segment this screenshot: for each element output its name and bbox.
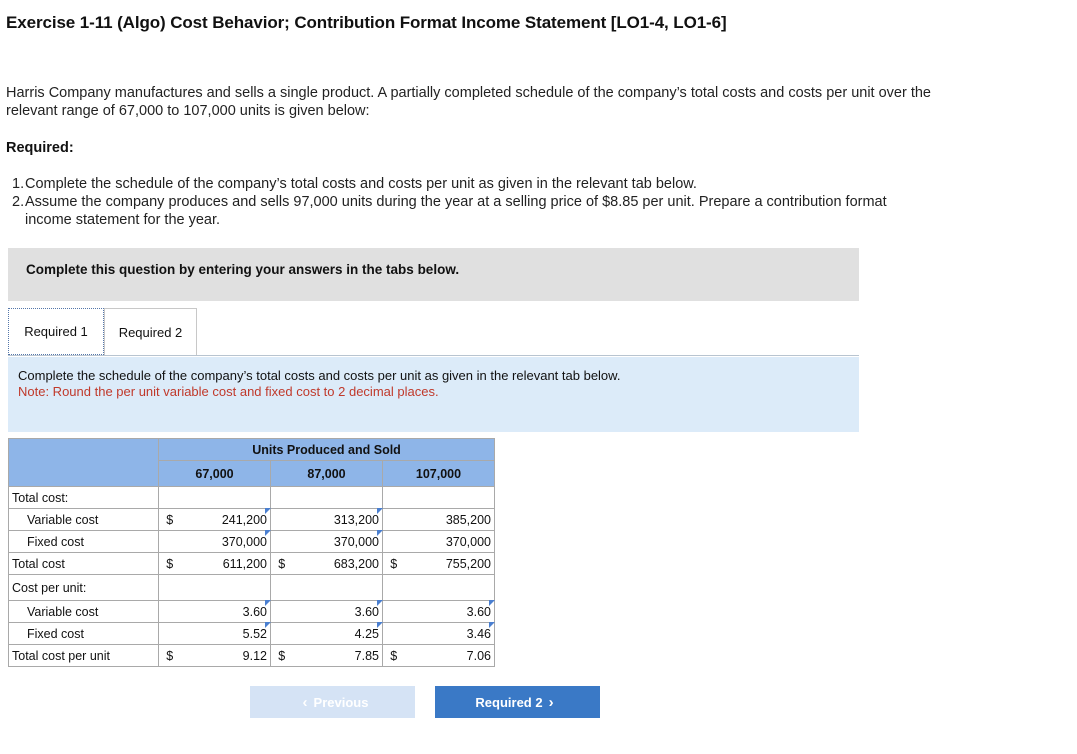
currency-symbol: $ bbox=[271, 553, 293, 575]
requirements-list bbox=[6, 175, 936, 229]
chevron-left-icon: ‹ bbox=[302, 693, 308, 711]
row-label: Total cost per unit bbox=[9, 645, 159, 667]
required-heading: Required: bbox=[6, 140, 74, 156]
empty-cell bbox=[293, 575, 383, 601]
tab-required-1[interactable]: Required 1 bbox=[8, 308, 104, 355]
currency-symbol: $ bbox=[159, 553, 181, 575]
fixed-cost-input[interactable]: 370,000 bbox=[181, 531, 271, 553]
empty-cell bbox=[383, 623, 405, 645]
empty-cell bbox=[383, 509, 405, 531]
next-required-2-button[interactable] bbox=[435, 686, 600, 718]
requirement-text: Complete the schedule of the company’s total costs and costs per unit as given in the relevant tab below. bbox=[25, 176, 697, 192]
tab-required-2[interactable]: Required 2 bbox=[104, 308, 197, 355]
table-row bbox=[9, 575, 495, 601]
requirement-number: 1. bbox=[12, 176, 25, 192]
row-label: Variable cost bbox=[9, 509, 159, 531]
unit-fixed-cost-input[interactable]: 4.25 bbox=[293, 623, 383, 645]
unit-variable-cost-input[interactable]: 3.60 bbox=[293, 601, 383, 623]
empty-cell bbox=[383, 601, 405, 623]
group-header: Units Produced and Sold bbox=[159, 439, 495, 461]
currency-symbol: $ bbox=[271, 645, 293, 667]
row-label: Total cost: bbox=[9, 487, 159, 509]
empty-cell bbox=[271, 531, 293, 553]
table-row bbox=[9, 487, 495, 509]
table-row bbox=[9, 553, 495, 575]
column-header: 87,000 bbox=[271, 461, 383, 487]
table-row bbox=[9, 623, 495, 645]
requirement-item bbox=[6, 193, 936, 229]
empty-cell bbox=[181, 575, 271, 601]
total-unit-cost-value: 7.06 bbox=[405, 645, 495, 667]
row-label: Cost per unit: bbox=[9, 575, 159, 601]
next-label: Required 2 bbox=[475, 694, 543, 710]
empty-cell bbox=[159, 623, 181, 645]
total-unit-cost-value: 7.85 bbox=[293, 645, 383, 667]
empty-cell bbox=[159, 601, 181, 623]
table-header-row bbox=[9, 439, 495, 461]
table-row bbox=[9, 531, 495, 553]
instruction-note: Note: Round the per unit variable cost and fixed cost to 2 decimal places. bbox=[18, 384, 439, 399]
requirement-item bbox=[6, 175, 936, 193]
variable-cost-value: 385,200 bbox=[405, 509, 495, 531]
total-unit-cost-value: 9.12 bbox=[181, 645, 271, 667]
chevron-right-icon: › bbox=[548, 693, 554, 711]
empty-cell bbox=[383, 531, 405, 553]
empty-cell bbox=[293, 487, 383, 509]
empty-cell bbox=[271, 601, 293, 623]
previous-label: Previous bbox=[313, 694, 369, 710]
total-cost-value: 611,200 bbox=[181, 553, 271, 575]
column-header: 67,000 bbox=[159, 461, 271, 487]
empty-cell bbox=[159, 487, 181, 509]
tabs-divider bbox=[8, 355, 859, 356]
table-row bbox=[9, 645, 495, 667]
intro-text: Harris Company manufactures and sells a single product. A partially completed schedule of the company’s total costs and costs per unit over the relevant range of 67,000 to 107,000 units is given below: bbox=[6, 85, 931, 119]
currency-symbol: $ bbox=[383, 553, 405, 575]
unit-variable-cost-input[interactable]: 3.60 bbox=[405, 601, 495, 623]
banner-text: Complete this question by entering your answers in the tabs below. bbox=[26, 262, 460, 277]
currency-symbol: $ bbox=[159, 645, 181, 667]
row-label: Fixed cost bbox=[9, 531, 159, 553]
row-label: Total cost bbox=[9, 553, 159, 575]
tab-instructions bbox=[8, 357, 859, 432]
empty-cell bbox=[405, 575, 495, 601]
empty-cell bbox=[271, 623, 293, 645]
table-row bbox=[9, 509, 495, 531]
instruction-banner bbox=[8, 248, 859, 301]
requirement-number: 2. bbox=[12, 194, 25, 210]
currency-symbol: $ bbox=[383, 645, 405, 667]
empty-cell bbox=[159, 575, 181, 601]
empty-cell bbox=[271, 487, 293, 509]
currency-symbol: $ bbox=[159, 509, 181, 531]
table-row bbox=[9, 601, 495, 623]
empty-cell bbox=[181, 487, 271, 509]
page-title: Exercise 1-11 (Algo) Cost Behavior; Contribution Format Income Statement [LO1-4, LO1-6] bbox=[6, 13, 727, 32]
empty-cell bbox=[271, 509, 293, 531]
variable-cost-input[interactable]: 313,200 bbox=[293, 509, 383, 531]
unit-fixed-cost-input[interactable]: 3.46 bbox=[405, 623, 495, 645]
variable-cost-input[interactable]: 241,200 bbox=[181, 509, 271, 531]
unit-fixed-cost-input[interactable]: 5.52 bbox=[181, 623, 271, 645]
total-cost-value: 683,200 bbox=[293, 553, 383, 575]
requirement-text: Assume the company produces and sells 97,000 units during the year at a selling price of $8.85 per unit. Prepare a contribution format income statement for the year. bbox=[25, 194, 887, 228]
row-label: Variable cost bbox=[9, 601, 159, 623]
fixed-cost-value: 370,000 bbox=[405, 531, 495, 553]
row-label: Fixed cost bbox=[9, 623, 159, 645]
fixed-cost-input[interactable]: 370,000 bbox=[293, 531, 383, 553]
total-cost-value: 755,200 bbox=[405, 553, 495, 575]
header-blank bbox=[9, 439, 159, 487]
previous-button[interactable] bbox=[250, 686, 415, 718]
instruction-line: Complete the schedule of the company’s total costs and costs per unit as given in the relevant tab below. bbox=[18, 368, 621, 383]
column-header: 107,000 bbox=[383, 461, 495, 487]
empty-cell bbox=[159, 531, 181, 553]
empty-cell bbox=[383, 487, 405, 509]
cost-schedule-table bbox=[8, 438, 495, 667]
unit-variable-cost-input[interactable]: 3.60 bbox=[181, 601, 271, 623]
empty-cell bbox=[383, 575, 405, 601]
empty-cell bbox=[271, 575, 293, 601]
empty-cell bbox=[405, 487, 495, 509]
